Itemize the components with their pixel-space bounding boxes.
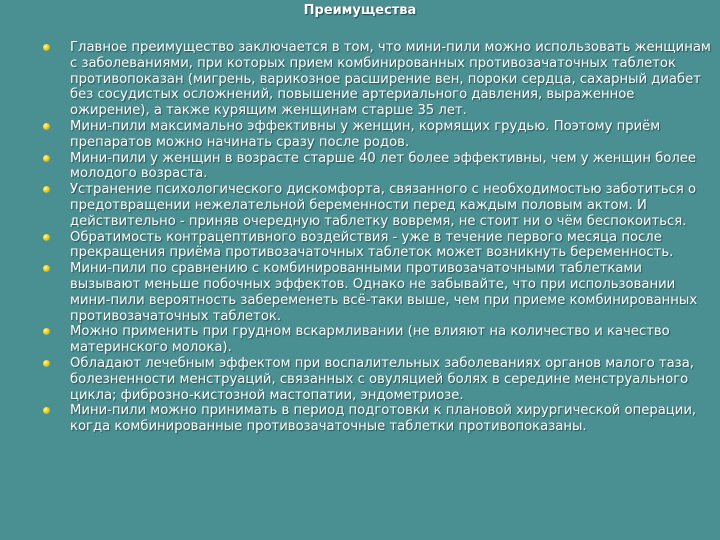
list-item	[40, 151, 712, 183]
bullet-icon	[43, 265, 50, 272]
list-item	[40, 182, 712, 229]
bullet-icon	[43, 360, 50, 367]
list-item-text: Мини-пили у женщин в возрасте старше 40 лет более эффективны, чем у женщин более молодого возраста.	[70, 150, 697, 182]
advantages-list	[40, 40, 712, 435]
list-item	[40, 230, 712, 262]
list-item	[40, 324, 712, 356]
bullet-icon	[43, 234, 50, 241]
bullet-icon	[43, 123, 50, 130]
list-item-text: Мини-пили можно принимать в период подготовки к плановой хирургической операции, когда комбинированные противозачаточные таблетки противопоказаны.	[70, 403, 697, 435]
list-item	[40, 261, 712, 324]
list-item	[40, 403, 712, 435]
list-item-text: Главное преимущество заключается в том, что мини-пили можно использовать женщинам с заболеваниями, при которых прием комбинированных противозачаточных таблеток противопоказан (мигрень, варикозное расширение вен, пороки сердца, сахарный диабет без сосудистых осложнений, повышение артериального давления, выраженное ожирение), а также курящим женщинам старше 35 лет.	[70, 40, 711, 119]
bullet-icon	[43, 186, 50, 193]
list-item-text: Мини-пили по сравнению с комбинированными противозачаточными таблетками вызывают меньше побочных эффектов. Однако не забывайте, что при использовании мини-пили вероятность забеременеть всё-таки выше, чем при приеме комбинированных противозачаточных таблеток.	[70, 261, 698, 324]
list-item	[40, 119, 712, 151]
list-item-text: Устранение психологического дискомфорта, связанного с необходимостью заботиться о предотвращении нежелательной беременности перед каждым половым актом. И действительно - приняв очередную таблетку вовремя, не стоит ни о чём беспокоиться.	[70, 182, 697, 229]
slide-title: Преимущества	[303, 3, 417, 18]
list-item-text: Можно применить при грудном вскармливании (не влияют на количество и качество материнского молока).	[70, 324, 670, 356]
list-item	[40, 40, 712, 119]
bullet-icon	[43, 328, 50, 335]
list-item	[40, 356, 712, 403]
bullet-icon	[43, 44, 50, 51]
bullet-icon	[43, 407, 50, 414]
list-item-text: Мини-пили максимально эффективны у женщин, кормящих грудью. Поэтому приём препаратов можно начинать сразу после родов.	[70, 118, 661, 150]
list-item-text: Обратимость контрацептивного воздействия - уже в течение первого месяца после прекращения приёма противозачаточных таблеток может возникнуть беременность.	[70, 229, 674, 261]
list-item-text: Обладают лечебным эффектом при воспалительных заболеваниях органов малого таза, болезненности менструаций, связанных с овуляцией болях в середине менструального цикла; фиброзно-кистозной мастопатии, эндометриозе.	[70, 355, 694, 403]
bullet-icon	[43, 155, 50, 162]
